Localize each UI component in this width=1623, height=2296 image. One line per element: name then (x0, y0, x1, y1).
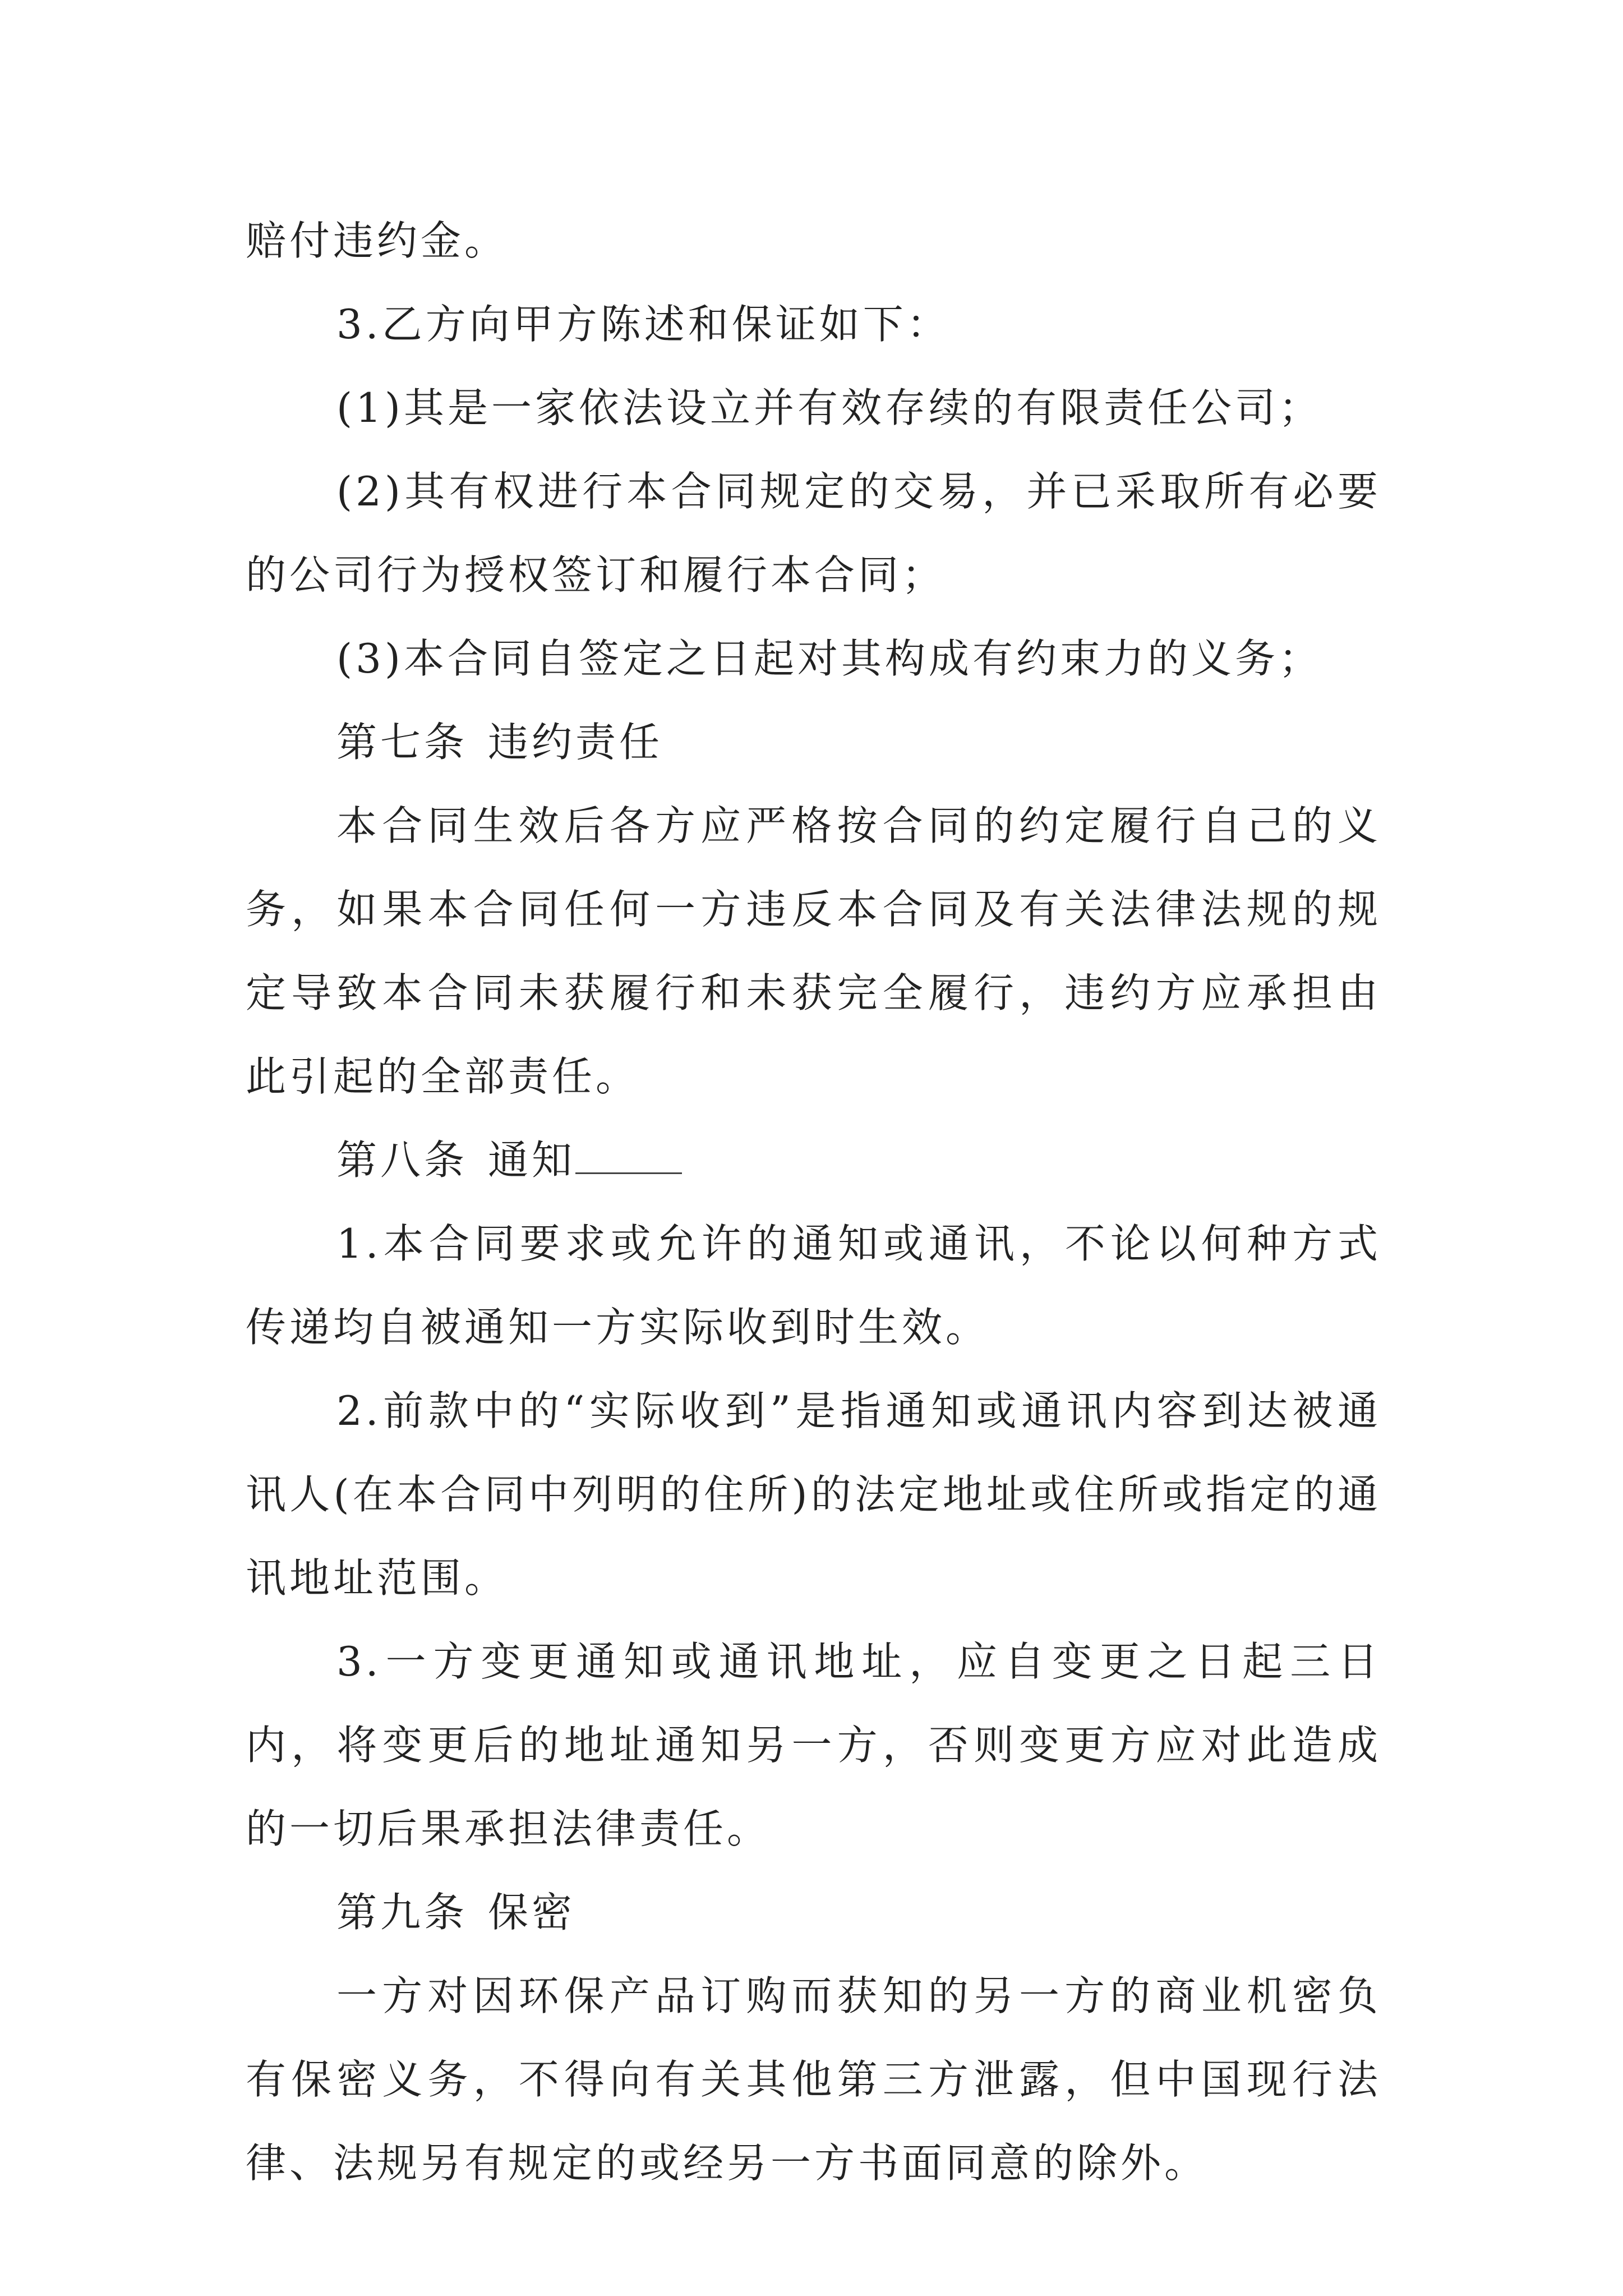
paragraph-notice-2: 2.前款中的“实际收到”是指通知或通讯内容到达被通讯人(在本合同中列明的住所)的法定地址或住所或指定的通讯地址范围。 (246, 1387, 1381, 1602)
blank-underline (575, 1139, 682, 1174)
article-9-title: 保密 (488, 1889, 576, 1936)
paragraph-party-b-representations: 3.乙方向甲方陈述和保证如下： (336, 301, 951, 348)
article-7-title: 违约责任 (488, 719, 663, 766)
section-heading-article-9 (246, 1871, 1381, 1954)
paragraph-penalty-end: 赔付违约金。 (246, 217, 509, 264)
paragraph-representation-3: (3)本合同自签定之日起对其构成有约束力的义务； (336, 635, 1322, 682)
paragraph-notice-3: 3.一方变更通知或通讯地址，应自变更之日起三日内，将变更后的地址通知另一方，否则变更方应对此造成的一切后果承担法律责任。 (246, 1638, 1381, 1852)
document-body (246, 199, 1381, 2205)
paragraph-confidentiality: 一方对因环保产品订购而获知的另一方的商业机密负有保密义务，不得向有关其他第三方泄露，但中国现行法律、法规另有规定的或经另一方书面同意的除外。 (246, 1972, 1381, 2187)
article-7-number: 第七条 (336, 719, 468, 766)
paragraph-representation-2: (2)其有权进行本合同规定的交易，并已采取所有必要的公司行为授权签订和履行本合同； (246, 468, 1381, 599)
article-8-number: 第八条 (336, 1137, 468, 1184)
section-heading-article-8 (246, 1119, 1381, 1202)
paragraph-notice-1: 1.本合同要求或允许的通知或通讯，不论以何种方式传递均自被通知一方实际收到时生效。 (246, 1220, 1381, 1351)
paragraph-representation-1: (1)其是一家依法设立并有效存续的有限责任公司； (336, 384, 1322, 431)
paragraph-liability: 本合同生效后各方应严格按合同的约定履行自己的义务，如果本合同任何一方违反本合同及有关法律法规的规定导致本合同未获履行和未获完全履行，违约方应承担由此引起的全部责任。 (246, 802, 1381, 1100)
section-heading-article-7 (246, 701, 1381, 784)
article-8-title: 通知 (488, 1137, 576, 1184)
article-9-number: 第九条 (336, 1889, 468, 1936)
